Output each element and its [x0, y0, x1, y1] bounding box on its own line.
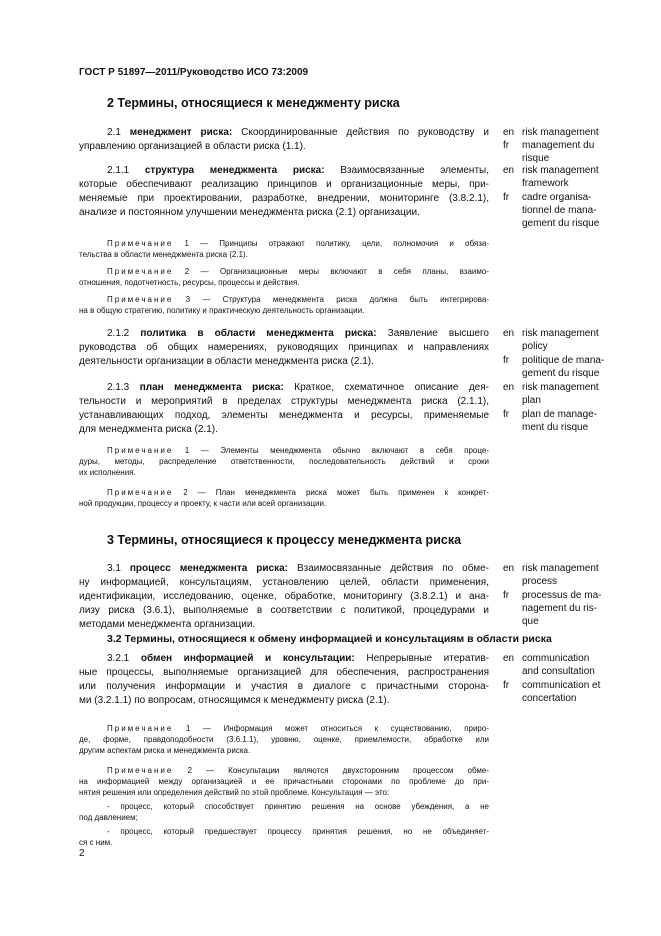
definition-line: для менеджмента риска (2.1).: [79, 424, 218, 435]
note-line: ной продукции, процессу и проекту, к части или всей организации.: [79, 499, 327, 508]
term-number: 2.1.2: [107, 328, 141, 339]
note-line: ся с ним.: [79, 838, 113, 847]
definition-line: идентификации, исследованию, оценке, обработке, мониторингу (3.8.2.1) и ана-: [79, 591, 489, 602]
definition-line: Скоординированные действия по руководству и: [241, 127, 489, 138]
lang-code: en: [503, 328, 515, 339]
term-number: 2.1: [107, 127, 130, 138]
term-number: 3.2.1: [107, 653, 141, 664]
definition-line: устанавливающих подход, элементы менеджмента и ресурсы, применяемые: [79, 410, 489, 421]
note-line: 1 — Принципы отражают политику, цели, полномочия и обяза-: [184, 239, 489, 248]
term-title: структура менеджмента риска:: [144, 165, 325, 176]
note-line: 2 — Организационные меры включают в себя планы, взаимо-: [184, 267, 489, 276]
note-label: Примечание: [107, 488, 174, 497]
note-label: Примечание: [107, 239, 174, 248]
translation-text: framework: [522, 178, 569, 189]
translation-text: concertation: [522, 693, 577, 704]
note-line: дуры, методы, распределение ответственности, последовательность действий и сроки: [79, 457, 489, 466]
page-number: 2: [79, 848, 85, 859]
definition-line: руководства об общих намерениях, руководящих принципах и направлениях: [79, 342, 489, 353]
note-label: Примечание: [107, 267, 174, 276]
lang-code: en: [503, 127, 515, 138]
lang-code: en: [503, 653, 515, 664]
lang-code: fr: [503, 355, 510, 366]
lang-code: fr: [503, 192, 510, 203]
translation-text: plan: [522, 395, 541, 406]
definition-line: тельности и мероприятий в пределах структуры менеджмента риска (2.1.1),: [79, 396, 489, 407]
note-label: Примечание: [107, 446, 174, 455]
translation-text: plan de manage-: [522, 409, 598, 420]
lang-code: fr: [503, 680, 510, 691]
translation-text: risk management: [522, 328, 599, 339]
note-label: Примечание: [107, 724, 174, 733]
lang-code: fr: [503, 140, 510, 151]
note-line: 1 — Элементы менеджмента обычно включают в себя проце-: [184, 446, 489, 455]
translation-text: tionnel de mana-: [522, 205, 597, 216]
section-3-heading: 3 Термины, относящиеся к процессу менеджмента риска: [107, 533, 462, 547]
definition-line: меняемые при проектировании, разработке, внедрении, мониторинге (3.8.2.1),: [79, 193, 489, 204]
note-line: под давлением;: [79, 813, 138, 822]
definition-line: Взаимосвязанные элементы,: [340, 165, 489, 176]
note-line: тельства в области менеджмента риска (2.1).: [79, 250, 248, 259]
term-number: 3.1: [107, 563, 130, 574]
note-line: другим аспектам риска и менеджмента риска.: [79, 746, 251, 755]
note-line: - процесс, который предшествует процессу принятия решения, но не объединяет-: [107, 827, 489, 836]
definition-line: анализе и постоянном улучшении менеджмента риска (2.1) организации.: [79, 207, 420, 218]
definition-line: управлению организацией в области риска (1.1).: [79, 141, 306, 152]
lang-code: en: [503, 563, 515, 574]
lang-code: fr: [503, 409, 510, 420]
lang-code: en: [503, 382, 515, 393]
translation-text: politique de mana-: [522, 355, 605, 366]
note-line: отношения, подотчетность, ресурсы, процессы и действия.: [79, 278, 300, 287]
note-line: 3 — Структура менеджмента риска должна быть интегрирова-: [185, 295, 489, 304]
note-label: Примечание: [107, 766, 174, 775]
note-line: на информацией между организацией и ее причастными сторонами по проблеме до при-: [79, 777, 489, 786]
translation-text: nagement du ris-: [522, 603, 598, 614]
note-line: 2 — План менеджмента риска может быть применен к конкрет-: [183, 488, 489, 497]
definition-line: Краткое, схематичное описание дея-: [294, 382, 489, 393]
definition-line: методами менеджмента организации.: [79, 619, 256, 630]
translation-text: policy: [522, 341, 548, 352]
note-line: 2 — Консультации являются двухсторонним процессом обме-: [187, 766, 489, 775]
lang-code: en: [503, 165, 515, 176]
term-number: 2.1.1: [107, 165, 145, 176]
translation-text: risk management: [522, 382, 599, 393]
section-2-heading: 2 Термины, относящиеся к менеджменту риска: [107, 96, 400, 110]
translation-text: gement du risque: [522, 218, 600, 229]
definition-line: ные процессы, выполняемые организацией для обеспечения, распространения: [79, 667, 489, 678]
term-title: обмен информацией и консультации:: [140, 653, 355, 664]
definition-line: которые обеспечивают реализацию принципов и организационные меры, при-: [79, 179, 489, 190]
lang-code: fr: [503, 590, 510, 601]
translation-text: ment du risque: [522, 422, 589, 433]
document-header: ГОСТ Р 51897—2011/Руководство ИСО 73:2009: [79, 67, 309, 78]
translation-text: risk management: [522, 165, 599, 176]
translation-text: communication: [522, 653, 590, 664]
note-label: Примечание: [107, 295, 174, 304]
translation-text: risk management: [522, 127, 599, 138]
translation-text: risque: [522, 153, 550, 164]
definition-line: Непрерывные итератив-: [366, 653, 489, 664]
definition-line: ну информацией, консультациям, установлению целей, области применения,: [79, 577, 489, 588]
definition-line: Взаимосвязанные действия по обме-: [296, 563, 489, 574]
definition-line: или получения информации и участия в диалоге с причастными сторона-: [79, 681, 489, 692]
translation-text: gement du risque: [522, 368, 600, 379]
note-line: 1 — Информация может относиться к существованию, приро-: [185, 724, 489, 733]
note-line: - процесс, который способствует принятию решения на основе убеждения, а не: [107, 802, 489, 811]
term-title: план менеджмента риска:: [139, 382, 284, 393]
definition-line: ми (3.2.1.1) по вопросам, относящимся к менеджменту риска (2.1).: [79, 695, 390, 706]
definition-line: лизу риска (3.6.1), выполняемые в соответствии с политикой, процедурами и: [79, 605, 489, 616]
term-number: 2.1.3: [107, 382, 140, 393]
translation-text: cadre organisa-: [522, 192, 592, 203]
translation-text: management du: [522, 140, 595, 151]
translation-text: que: [522, 616, 539, 627]
subsection-3-2-heading: 3.2 Термины, относящиеся к обмену информацией и консультациям в области риска: [107, 633, 552, 645]
term-title: процесс менеджмента риска:: [129, 563, 288, 574]
translation-text: communication et: [522, 680, 601, 691]
translation-text: risk management: [522, 563, 599, 574]
note-line: их исполнения.: [79, 468, 136, 477]
note-line: нятия решения или определения действий по этой проблеме. Консультация — это:: [79, 788, 390, 797]
definition-line: Заявление высшего: [387, 328, 489, 339]
note-line: де, форме, правдоподобности (3.6.1.1), уровню, оценке, приемлемости, обработке или: [79, 735, 489, 744]
translation-text: process: [522, 576, 558, 587]
term-title: политика в области менеджмента риска:: [140, 328, 377, 339]
note-line: на в общую стратегию, политику и практическую деятельность организации.: [79, 306, 365, 315]
term-title: менеджмент риска:: [129, 127, 233, 138]
translation-text: processus de ma-: [522, 590, 602, 601]
translation-text: and consultation: [522, 666, 595, 677]
definition-line: деятельности организации в области менеджмента риска (2.1).: [79, 356, 374, 367]
